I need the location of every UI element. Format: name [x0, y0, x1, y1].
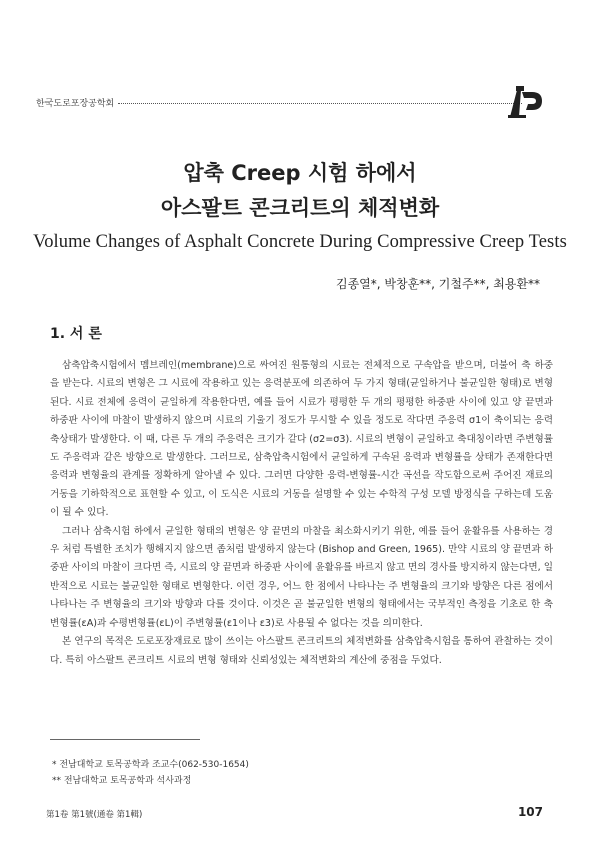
header-dotted-rule [118, 103, 522, 104]
paragraph-3: 본 연구의 목적은 도로포장재료로 많이 쓰이는 아스팔트 콘크리트의 체적변화를 삼축압축시험을 통하여 관찰하는 것이다. 특히 아스팔트 콘크리트 시료의 변형 형태와 신뢰성있는 체적변화의 계산에 중점을 두었다. [50, 636, 553, 666]
author-list: 김종열*, 박창훈**, 기철주**, 최용환** [336, 277, 540, 291]
page-number: 107 [517, 805, 543, 819]
society-name: 한국도로포장공학회 [36, 99, 115, 109]
english-title: Volume Changes of Asphalt Concrete During Compressive Creep Tests [33, 232, 567, 252]
society-logo-icon [508, 84, 544, 118]
footnotes [52, 757, 249, 789]
footnote-1: * 전남대학교 토목공학과 조교수(062-530-1654) [52, 760, 249, 770]
body-text [50, 357, 553, 670]
footnote-rule [50, 739, 200, 740]
section-heading: 1. 서 론 [50, 326, 102, 342]
korean-title-line-2: 아스팔트 콘크리트의 체적변화 [160, 196, 440, 220]
paragraph-2: 그러나 삼축시험 하에서 균일한 형태의 변형은 양 끝면의 마찰을 최소화시키기 위한, 예를 들어 윤활유를 사용하는 경우 처럼 특별한 조치가 행해지지 않으면 좀처럼 발생하지 않는다 (Bishop and Green, 1965). 만약 시료의 양 끝면과 하중판 사이의 마찰이 크다면 즉, 시료의 양 끝면과 하중판 사이에 윤활유를 바르지 않고 면의 경사를 방지하지 않는다면, 일반적으로 시료는 불균일한 형태로 변형한다. 이런 경우, 어느 한 점에서 나타나는 주 변형율의 크기와 방향은 다른 점에서 나타나는 주 변형율의 크기와 방향과 다를 것이다. 이것은 곧 불균일한 변형의 형태에서는 국부적인 측정을 기초로 한 축변형률(εA)과 수평변형률(εL)이 주변형률(ε1이나 ε3)로 사용될 수 없다는 것을 의미한다. [50, 525, 553, 629]
journal-volume: 第1卷 第1號(通卷 第1輯) [46, 810, 143, 820]
paragraph-1: 삼축압축시험에서 멤브레인(membrane)으로 싸여진 원통형의 시료는 전체적으로 구속압을 받으며, 더불어 축 하중을 받는다. 시료의 변형은 그 시료에 작용하고 있는 응력분포에 의존하여 두 가지 형태(균일하거나 불균일한 형태)로 변형된다. 시료 전체에 응력이 균일하게 작용한다면, 예를 들어 시료가 평평한 두 개의 평평한 하중판 사이에 있고 양 끝면과 하중판 사이에 마찰이 발생하지 않으며 시료의 기울기 정도가 무시할 수 있을 정도로 작다면 주응력 σ1이 축이되는 응력 축상태가 발생한다. 이 때, 다른 두 개의 주응력은 크기가 같다 (σ2=σ3). 시료의 변형이 균일하고 축대칭이라면 주변형률도 주응력과 같은 방향으로 발생한다. 그러므로, 삼축압축시험에서 균일하게 구속된 응력과 변형률을 상태가 존재한다면 응력과 변형율의 관계를 정확하게 알아낼 수 있다. 그러면 다양한 응력-변형률-시간 곡선을 작도함으로써 주어진 재료의 거동을 기하학적으로 표현할 수 있고, 이 도식은 시료의 거동을 설명할 수 있는 수학적 구성 모델 방정식을 구하는데 도움이 될 수 있다. [50, 360, 553, 519]
running-header [36, 96, 536, 110]
korean-title-line-1: 압축 Creep 시험 하에서 [183, 161, 417, 185]
footnote-2: ** 전남대학교 토목공학과 석사과정 [52, 776, 192, 786]
